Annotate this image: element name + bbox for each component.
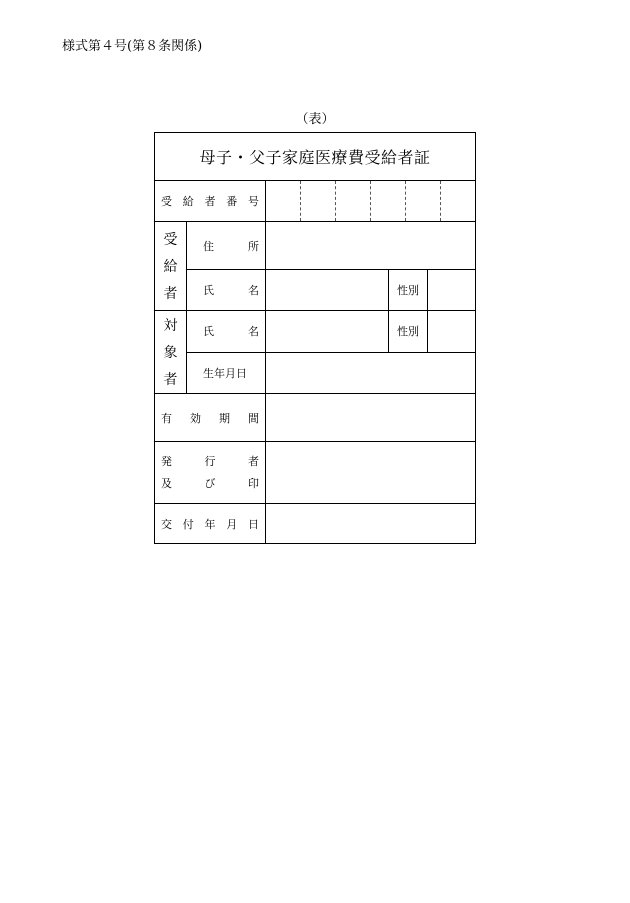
issuer-field [266,442,476,504]
digit-box [336,181,371,221]
subject-sex-label: 性別 [389,311,428,353]
recipient-group-label: 受 給 者 [155,222,187,311]
digit-box [371,181,406,221]
recipient-name-label: 氏 名 [187,270,266,311]
subject-group-label: 対 象 者 [155,311,187,394]
certificate-table [154,132,476,544]
recipient-name-field [266,270,389,311]
side-label: （表） [295,112,335,127]
subject-birthdate-label: 生年月日 [187,352,266,394]
recipient-address-field [266,222,476,270]
digit-box [406,181,441,221]
subject-sex-field [428,311,476,353]
recipient-sex-field [428,270,476,311]
issuer-label: 発 行 者 及 び 印 [155,442,266,504]
subject-name-field [266,311,389,353]
recipient-sex-label: 性別 [389,270,428,311]
digit-box [266,181,301,221]
valid-period-field [266,394,476,442]
issue-date-field [266,504,476,544]
recipient-number-field [266,181,476,222]
issue-date-label: 交 付 年 月 日 [155,504,266,544]
digit-box [441,181,475,221]
certificate-title: 母子・父子家庭医療費受給者証 [155,133,476,181]
subject-birthdate-field [266,352,476,394]
recipient-number-label: 受 給 者 番 号 [155,181,266,222]
form-number-label: 様式第４号(第８条関係) [62,39,203,54]
valid-period-label: 有 効 期 間 [155,394,266,442]
digit-box [301,181,336,221]
subject-name-label: 氏 名 [187,311,266,353]
recipient-address-label: 住 所 [187,222,266,270]
